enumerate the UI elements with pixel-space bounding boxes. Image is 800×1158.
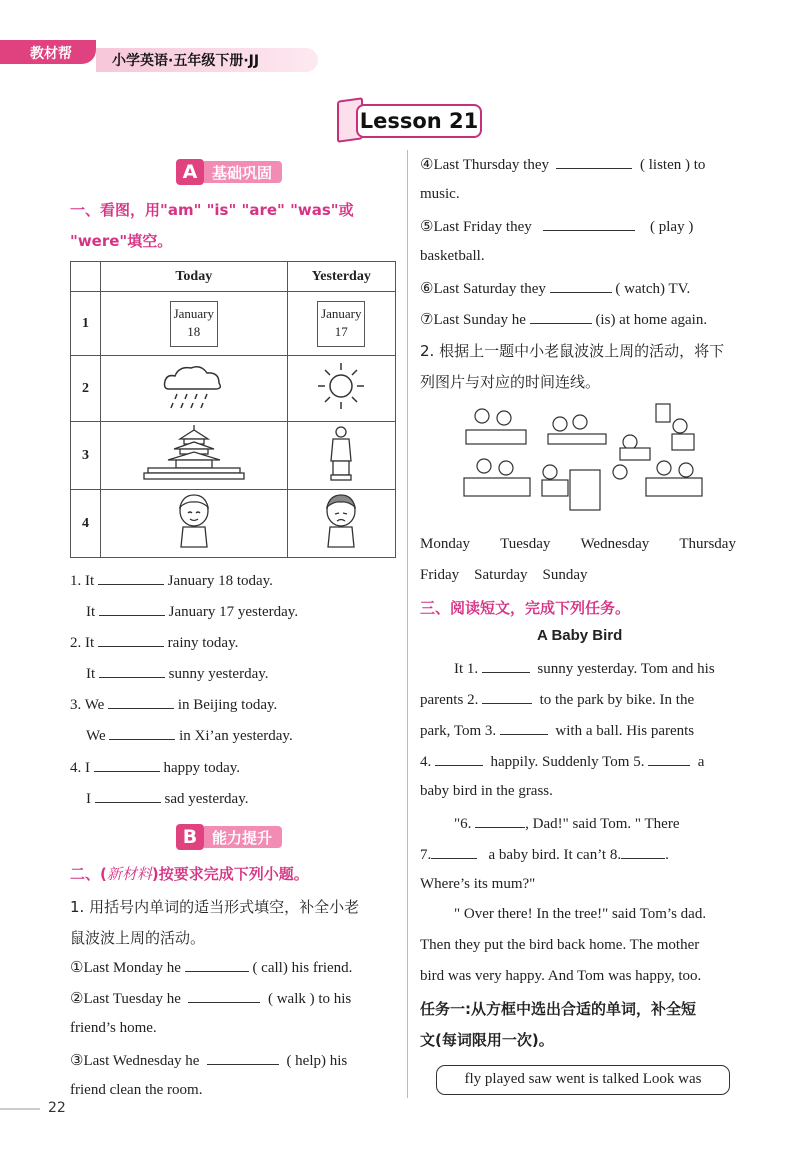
text: 7.: [420, 847, 432, 863]
text: ( call) his friend.: [252, 960, 353, 976]
fill-line-2b: [86, 664, 269, 683]
answer-blank[interactable]: [648, 752, 690, 766]
activity-1: [70, 958, 352, 977]
text: 2. It: [70, 635, 95, 651]
story-line-7: [420, 845, 669, 864]
story-line-4: [420, 752, 704, 771]
q2-p2-line1: 2. 根据上一题中小老鼠波波上周的活动，将下: [420, 342, 725, 360]
text: ④Last Thursday they: [420, 157, 549, 173]
answer-blank[interactable]: [482, 690, 532, 704]
fill-line-3b: [86, 726, 293, 745]
text: a: [697, 754, 705, 770]
text: "6.: [454, 816, 472, 832]
text: We: [86, 728, 106, 744]
story-line-3: [420, 721, 694, 740]
text: ( listen ) to: [639, 157, 706, 173]
text: a baby bird. It can’t 8.: [488, 847, 622, 863]
day-friday[interactable]: Friday: [420, 567, 460, 583]
temple-of-heaven-icon: [142, 423, 246, 483]
text: (is) at home again.: [595, 312, 708, 328]
days-row-2: [420, 567, 588, 584]
activity-3: [70, 1051, 347, 1070]
happy-boy-icon: [171, 491, 217, 551]
terracotta-warrior-icon: [321, 423, 361, 483]
text: park, Tom 3.: [420, 723, 497, 739]
task1-line2: 文(每词限用一次)。: [420, 1031, 554, 1049]
book-title: 小学英语·五年级下册·JJ: [112, 53, 260, 69]
fill-line-1b: [86, 602, 298, 621]
text: in Xi’an yesterday.: [179, 728, 293, 744]
task1-line1: 任务一:从方框中选出合适的单词，补全短: [420, 1000, 697, 1018]
text: 4. I: [70, 760, 90, 776]
story-line-5: baby bird in the grass.: [420, 783, 553, 799]
text: January 17 yesterday.: [168, 604, 299, 620]
activity-7: [420, 310, 707, 329]
calendar-yesterday: [287, 292, 395, 356]
text: ⑤Last Friday they: [420, 219, 532, 235]
answer-blank[interactable]: [98, 633, 164, 647]
terracotta-cell: [287, 422, 395, 490]
picture-table: [70, 261, 396, 558]
text: 二、(: [70, 865, 107, 883]
q1-instruction-2: "were"填空。: [70, 232, 173, 250]
text: ( walk ) to his: [267, 991, 352, 1007]
text: in Beijing today.: [177, 697, 278, 713]
brand-label: 教材帮: [30, 46, 72, 62]
answer-blank[interactable]: [98, 571, 164, 585]
calendar-icon: [170, 301, 218, 347]
section-a-badge: [176, 159, 282, 185]
tag-new-material: 新材料: [106, 865, 152, 883]
fill-line-4b: [86, 789, 249, 808]
text: ②Last Tuesday he: [70, 991, 181, 1007]
section-b-label: 能力提升: [204, 826, 282, 848]
text: to the park by bike. In the: [539, 692, 695, 708]
activity-2-cont: friend’s home.: [70, 1020, 157, 1036]
text: ③Last Wednesday he: [70, 1053, 200, 1069]
answer-blank[interactable]: [543, 217, 635, 231]
word-bank-box: fly played saw went is talked Look was: [436, 1065, 730, 1095]
text: happily. Suddenly Tom 5.: [490, 754, 645, 770]
answer-blank[interactable]: [435, 752, 483, 766]
sad-boy-cell: [287, 490, 395, 558]
q2-p1-line1: 1. 用括号内单词的适当形式填空，补全小老: [70, 898, 360, 916]
corner-cell: [71, 262, 101, 292]
section-b-letter: B: [176, 824, 204, 850]
day-wednesday[interactable]: Wednesday: [580, 536, 650, 552]
q2-p2-line2: 列图片与对应的时间连线。: [420, 373, 601, 391]
text: January 18 today.: [167, 573, 273, 589]
answer-blank[interactable]: [99, 664, 165, 678]
day-monday[interactable]: Monday: [420, 536, 470, 552]
text: happy today.: [163, 760, 241, 776]
text: with a ball. His parents: [555, 723, 695, 739]
answer-blank[interactable]: [94, 758, 160, 772]
text: I: [86, 791, 91, 807]
text: sad yesterday.: [164, 791, 249, 807]
day-sunday[interactable]: Sunday: [542, 567, 588, 583]
temple-cell: [101, 422, 288, 490]
text: ⑦Last Sunday he: [420, 312, 526, 328]
answer-blank[interactable]: [185, 958, 249, 972]
calendar-day: 18: [187, 323, 201, 339]
answer-blank[interactable]: [431, 845, 477, 859]
activity-5-cont: basketball.: [420, 248, 485, 264]
day-thursday[interactable]: Thursday: [679, 536, 736, 552]
mouse-activities-illustration: [460, 400, 720, 520]
calendar-month: January: [173, 305, 215, 321]
row-number: 2: [71, 356, 101, 422]
story-line-9: " Over there! In the tree!" said Tom’s dad.: [454, 906, 707, 922]
calendar-month: January: [321, 305, 362, 321]
story-title: A Baby Bird: [537, 627, 623, 644]
calendar-icon: [317, 301, 365, 347]
text: ⑥Last Saturday they: [420, 281, 546, 297]
activity-3-cont: friend clean the room.: [70, 1082, 203, 1098]
text: )按要求完成下列小题。: [151, 865, 309, 883]
text: 1. It: [70, 573, 95, 589]
answer-blank[interactable]: [109, 726, 175, 740]
answer-blank[interactable]: [108, 695, 174, 709]
activity-5: [420, 217, 693, 236]
rain-cloud-icon: [159, 361, 229, 411]
answer-blank[interactable]: [530, 310, 592, 324]
section-b-badge: [176, 824, 282, 850]
lesson-title: Lesson 21: [356, 104, 482, 138]
sad-boy-icon: [318, 491, 364, 551]
answer-blank[interactable]: [95, 789, 161, 803]
row-number: 3: [71, 422, 101, 490]
days-row-1: [420, 536, 736, 553]
sun-cell: [287, 356, 395, 422]
story-line-8: Where’s its mum?": [420, 876, 536, 892]
rain-cell: [101, 356, 288, 422]
text: It 1.: [454, 661, 479, 677]
sofa-shape: [466, 430, 526, 444]
text: It: [86, 604, 96, 620]
section-a-letter: A: [176, 159, 204, 185]
col-yesterday: Yesterday: [287, 262, 395, 292]
column-divider: [407, 150, 408, 1098]
story-line-2: [420, 690, 694, 709]
calendar-today: [101, 292, 288, 356]
activity-4-cont: music.: [420, 186, 460, 202]
section-a-label: 基础巩固: [204, 161, 282, 183]
footer-bar: [0, 1108, 40, 1110]
text: .: [665, 847, 669, 863]
fill-line-2a: [70, 633, 238, 652]
story-line-6: [454, 814, 679, 833]
q2-p1-line2: 鼠波波上周的活动。: [70, 929, 206, 947]
day-tuesday[interactable]: Tuesday: [500, 536, 551, 552]
text: rainy today.: [167, 635, 239, 651]
calendar-day: 17: [334, 323, 348, 339]
col-today: Today: [101, 262, 288, 292]
q3-heading: 三、阅读短文，完成下列任务。: [420, 599, 631, 617]
happy-boy-cell: [101, 490, 288, 558]
fill-line-3a: [70, 695, 277, 714]
answer-blank[interactable]: [550, 279, 612, 293]
text: sunny yesterday. Tom and his: [537, 661, 715, 677]
answer-blank[interactable]: [475, 814, 525, 828]
text: ( help) his: [286, 1053, 348, 1069]
row-number: 1: [71, 292, 101, 356]
fill-line-1a: [70, 571, 273, 590]
q1-instruction-1: 一、看图，用"am" "is" "are" "was"或: [70, 201, 354, 219]
story-line-1: [454, 659, 715, 678]
text: ①Last Monday he: [70, 960, 181, 976]
brand-tab: [0, 40, 96, 64]
text: 4.: [420, 754, 432, 770]
text: 3. We: [70, 697, 105, 713]
text: parents 2.: [420, 692, 479, 708]
story-line-11: bird was very happy. And Tom was happy, too.: [420, 968, 702, 984]
text: It: [86, 666, 96, 682]
answer-blank[interactable]: [482, 659, 530, 673]
activity-4: [420, 155, 705, 174]
text: , Dad!" said Tom. " There: [525, 816, 680, 832]
sun-icon: [311, 359, 371, 413]
answer-blank[interactable]: [207, 1051, 279, 1065]
text: ( watch) TV.: [615, 281, 691, 297]
answer-blank[interactable]: [99, 602, 165, 616]
story-line-10: Then they put the bird back home. The mother: [420, 937, 700, 953]
answer-blank[interactable]: [621, 845, 665, 859]
q2-heading: [70, 863, 309, 884]
activity-2: [70, 989, 351, 1008]
fill-line-4a: [70, 758, 240, 777]
day-saturday[interactable]: Saturday: [474, 567, 528, 583]
text: sunny yesterday.: [168, 666, 269, 682]
answer-blank[interactable]: [188, 989, 260, 1003]
activity-6: [420, 279, 690, 298]
answer-blank[interactable]: [556, 155, 632, 169]
page-number: 22: [48, 1100, 66, 1116]
answer-blank[interactable]: [500, 721, 548, 735]
row-number: 4: [71, 490, 101, 558]
text: ( play ): [650, 219, 694, 235]
